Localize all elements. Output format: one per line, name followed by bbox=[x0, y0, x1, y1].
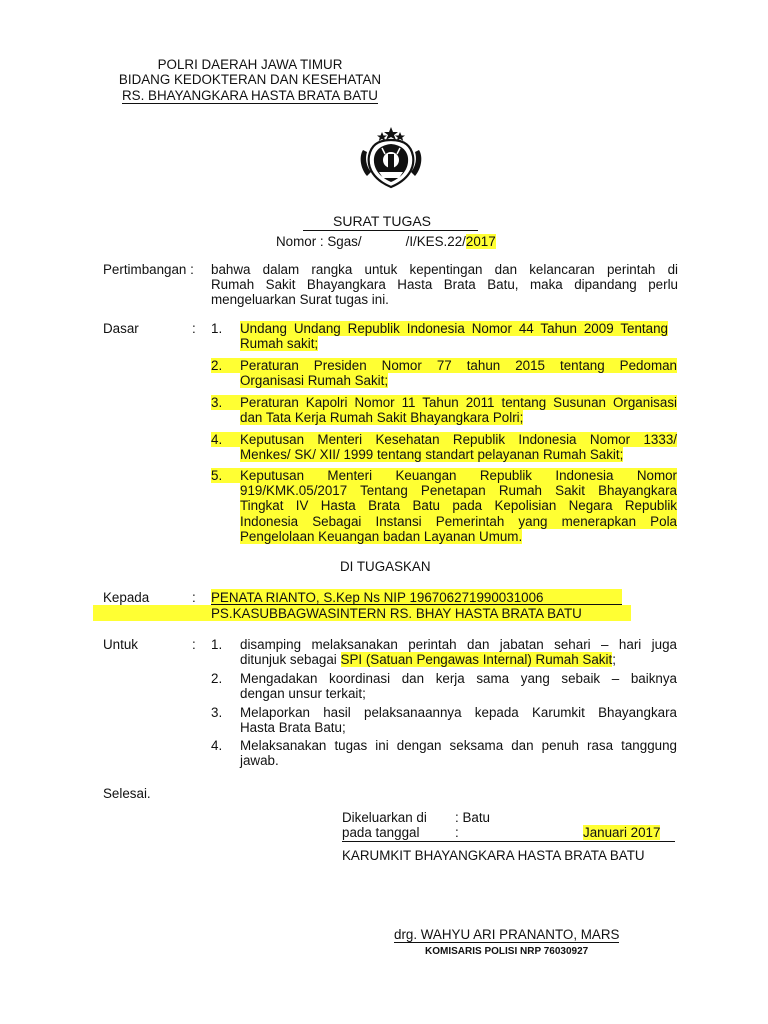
untuk-item-4 bbox=[240, 738, 677, 768]
nomor-year: 2017 bbox=[465, 234, 496, 249]
dasar-item-line bbox=[240, 410, 677, 425]
nomor-label: Nomor : Sgas/ bbox=[276, 234, 362, 249]
pertimbangan-line: Rumah Sakit Bhayangkara Hasta Brata Batu, maka dipandang perlu bbox=[211, 277, 678, 293]
dasar-item-line: Tingkat IV Hasta Brata Batu pada Kepolisian Negara Republik bbox=[240, 498, 677, 514]
issued-date-colon: : bbox=[455, 825, 459, 840]
dasar-item-number: 2. bbox=[211, 358, 240, 373]
dasar-item-line bbox=[240, 336, 668, 351]
dasar-item-line-text: Rumah sakit; bbox=[240, 336, 319, 352]
untuk-item-1 bbox=[240, 637, 677, 667]
dasar-item-line bbox=[240, 447, 677, 462]
untuk-item-line: Mengadakan koordinasi dan kerja sama yang sebaik – baiknya bbox=[240, 671, 677, 686]
untuk-item-text: ditunjuk sebagai bbox=[240, 652, 341, 668]
kepada-label: Kepada bbox=[103, 590, 150, 605]
dasar-item-number: 1. bbox=[211, 321, 223, 336]
kepada-name: PENATA RIANTO, S.Kep Ns NIP 196706271990031006 bbox=[211, 590, 544, 605]
dasar-item-5 bbox=[240, 468, 677, 544]
untuk-item-text: ; bbox=[612, 652, 616, 668]
untuk-item-line: jawab. bbox=[240, 753, 279, 769]
nomor-mid: /I/KES.22/ bbox=[405, 234, 466, 249]
untuk-item-3 bbox=[240, 705, 677, 735]
dasar-item-line: Indonesia Sebagai Instansi Pemerintah yang menerapkan Pola bbox=[240, 513, 677, 529]
issued-place-label: Dikeluarkan di bbox=[342, 810, 427, 825]
dasar-item-line bbox=[240, 529, 677, 544]
dasar-item-4 bbox=[240, 432, 677, 462]
dasar-label: Dasar bbox=[103, 321, 139, 336]
dasar-item-3 bbox=[240, 395, 677, 425]
untuk-item-number: 1. bbox=[211, 637, 223, 652]
dasar-item-line bbox=[240, 373, 677, 388]
dasar-item-line-text: Menkes/ SK/ XII/ 1999 tentang standart pelayanan Rumah Sakit; bbox=[240, 447, 624, 463]
issued-date-label: pada tanggal bbox=[342, 825, 420, 840]
header-hospital-name: RS. BHAYANGKARA HASTA BRATA BATU bbox=[122, 88, 378, 103]
dasar-item-line: Keputusan Menteri Kesehatan Republik Indonesia Nomor 1333/ bbox=[240, 432, 677, 447]
untuk-colon: : bbox=[192, 637, 196, 652]
issuing-office: KARUMKIT BHAYANGKARA HASTA BRATA BATU bbox=[342, 848, 645, 863]
untuk-item-line bbox=[240, 652, 677, 667]
untuk-item-number: 3. bbox=[211, 705, 223, 720]
pertimbangan-line: bahwa dalam rangka untuk kepentingan dan kelancaran perintah di bbox=[211, 262, 678, 277]
untuk-item-line: Melaporkan hasil pelaksanaannya kepada Karumkit Bhayangkara bbox=[240, 705, 677, 720]
dasar-item-line: 919/KMK.05/2017 Tentang Penetapan Rumah Sakit Bhayangkara bbox=[240, 483, 677, 499]
issued-place-value: : Batu bbox=[455, 810, 490, 825]
dasar-item-line: Keputusan Menteri Keuangan Republik Indonesia Nomor bbox=[240, 468, 677, 483]
untuk-item-line: dengan unsur terkait; bbox=[240, 686, 366, 702]
dasar-item-line-text: dan Tata Kerja Rumah Sakit Bhayangkara Polri; bbox=[240, 410, 524, 426]
polri-emblem-icon bbox=[357, 126, 425, 190]
pertimbangan-text bbox=[211, 262, 678, 308]
pertimbangan-line: mengeluarkan Surat tugas ini. bbox=[211, 292, 389, 308]
dasar-item-line-text: Organisasi Rumah Sakit; bbox=[240, 373, 389, 389]
untuk-item-number: 4. bbox=[211, 738, 223, 753]
closing-text: Selesai. bbox=[103, 786, 151, 801]
document-title: SURAT TUGAS bbox=[333, 213, 432, 229]
signatory-name-text: drg. WAHYU ARI PRANANTO, MARS bbox=[394, 927, 620, 942]
pertimbangan-label: Pertimbangan : bbox=[103, 262, 194, 277]
untuk-item-line: Melaksanakan tugas ini dengan seksama dan penuh rasa tanggung bbox=[240, 738, 677, 753]
document-number bbox=[276, 234, 496, 249]
untuk-item-line: Hasta Brata Batu; bbox=[240, 720, 346, 736]
dasar-colon: : bbox=[192, 321, 196, 336]
dasar-item-1 bbox=[240, 321, 668, 351]
issued-divider bbox=[342, 841, 675, 842]
dasar-item-number: 3. bbox=[211, 395, 240, 410]
dasar-item-number: 4. bbox=[211, 432, 240, 447]
untuk-item-line: disamping melaksanakan perintah dan jabatan sehari – hari juga bbox=[240, 637, 677, 652]
dasar-item-line-text: Pengelolaan Keuangan badan Layanan Umum. bbox=[240, 528, 523, 544]
dasar-item-line: Peraturan Presiden Nomor 77 tahun 2015 tentang Pedoman bbox=[240, 358, 677, 373]
header-line-2: BIDANG KEDOKTERAN DAN KESEHATAN bbox=[118, 72, 382, 87]
untuk-label: Untuk bbox=[103, 637, 138, 652]
untuk-item-highlight: SPI (Satuan Pengawas Internal) Rumah Sakit bbox=[340, 652, 613, 668]
header-line-1: POLRI DAERAH JAWA TIMUR bbox=[157, 57, 343, 72]
dasar-item-2 bbox=[240, 358, 677, 388]
signatory-name bbox=[394, 927, 619, 942]
ditugaskan-heading: DI TUGASKAN bbox=[340, 559, 431, 574]
kepada-position: PS.KASUBBAGWASINTERN RS. BHAY HASTA BRATA BATU bbox=[211, 606, 582, 621]
untuk-item-2 bbox=[240, 671, 677, 701]
header-line-3 bbox=[100, 88, 400, 103]
signatory-rank: KOMISARIS POLISI NRP 76030927 bbox=[425, 946, 589, 957]
dasar-item-line: Undang Undang Republik Indonesia Nomor 44 Tahun 2009 Tentang bbox=[240, 321, 668, 336]
untuk-item-number: 2. bbox=[211, 671, 223, 686]
dasar-item-line: Peraturan Kapolri Nomor 11 Tahun 2011 tentang Susunan Organisasi bbox=[240, 395, 677, 410]
issued-date-value: Januari 2017 bbox=[583, 825, 661, 840]
kepada-colon: : bbox=[192, 590, 196, 605]
dasar-item-number: 5. bbox=[211, 468, 240, 483]
